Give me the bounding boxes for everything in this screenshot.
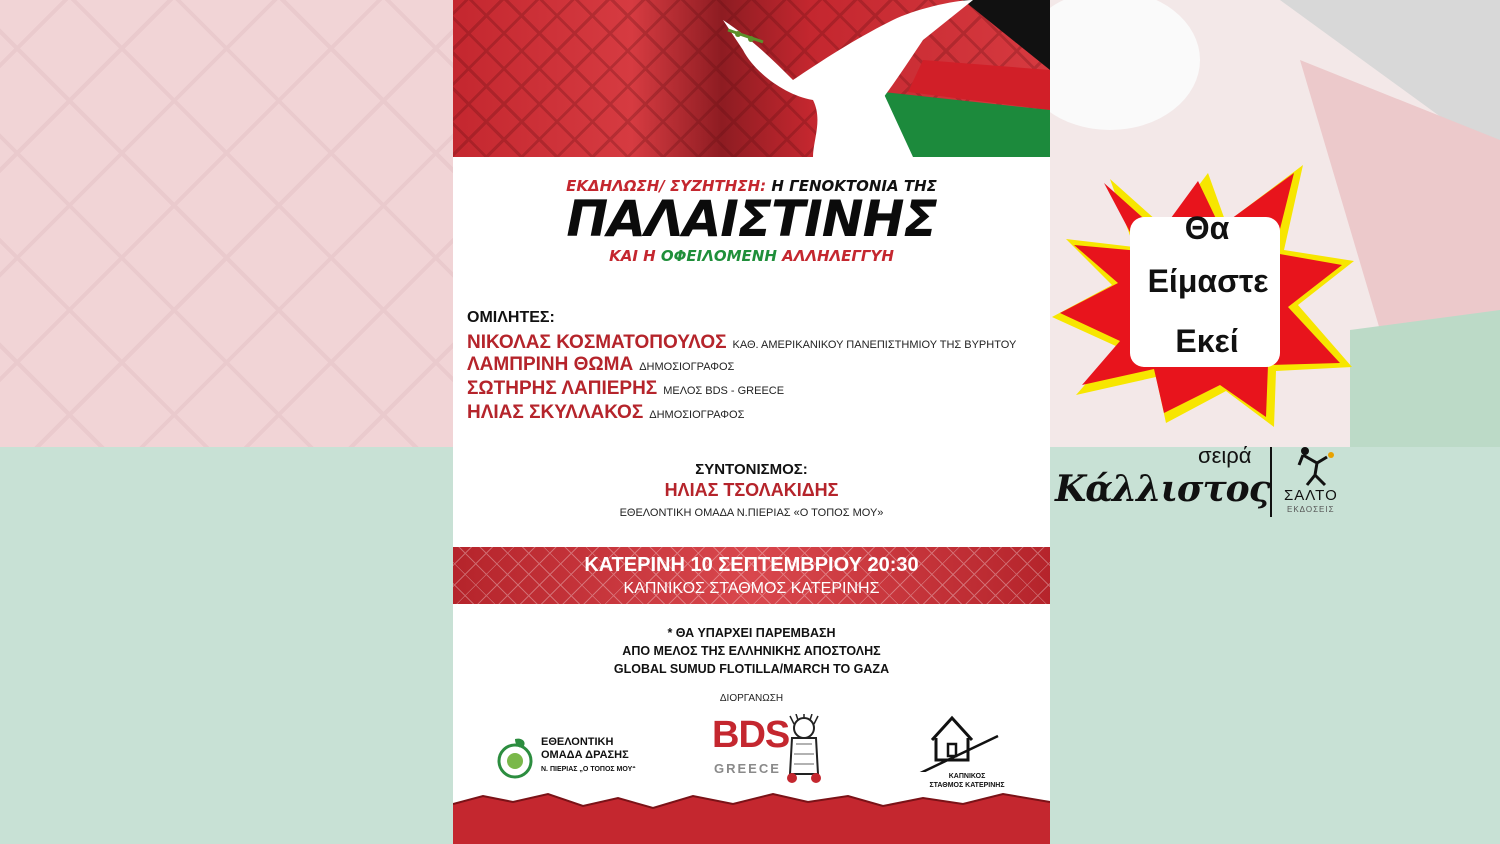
- speaker-name: ΝΙΚΟΛΑΣ ΚΟΣΜΑΤΟΠΟΥΛΟΣ: [467, 332, 727, 353]
- event-poster: [453, 0, 1050, 844]
- subtitle-part-a: ΚΑΙ Η: [609, 247, 661, 265]
- volunteer-group-logo: [497, 725, 647, 785]
- note-line: GLOBAL SUMUD FLOTILLA/MARCH TO GAZA: [613, 662, 890, 676]
- discus-thrower-icon: [1295, 445, 1335, 487]
- subtitle-part-b: ΟΦΕΙΛΟΜΕΝΗ: [660, 247, 777, 265]
- badge-line2: Είμαστε: [1147, 263, 1269, 299]
- we-will-be-there-badge: [1048, 165, 1358, 440]
- event-date: ΚΑΤΕΡΙΝΗ 10 ΣΕΠΤΕΜΒΡΙΟΥ 20:30: [584, 554, 919, 576]
- event-venue: ΚΑΠΝΙΚΟΣ ΣΤΑΘΜΟΣ ΚΑΤΕΡΙΝΗΣ: [623, 580, 880, 597]
- publisher-sub: ΕΚΔΟΣΕΙΣ: [1287, 505, 1335, 514]
- station-line2: ΣΤΑΘΜΟΣ ΚΑΤΕΡΙΝΗΣ: [929, 782, 1005, 789]
- flag-and-dove: [453, 0, 1050, 157]
- speaker-role: ΚΑΘ. ΑΜΕΡΙΚΑΝΙΚΟΥ ΠΑΝΕΠΙΣΤΗΜΙΟΥ ΤΗΣ ΒΥΡΗΤΟΥ: [732, 339, 1017, 351]
- event-type-prefix: ΕΚΔΗΛΩΣΗ/ ΣΥΖΗΤΗΣΗ:: [566, 177, 767, 195]
- speaker-role: ΔΗΜΟΣΙΟΓΡΑΦΟΣ: [649, 409, 745, 421]
- badge-line1: Θα: [1184, 210, 1230, 246]
- brand-divider: [1270, 447, 1272, 517]
- speaker-name: ΗΛΙΑΣ ΣΚΥΛΛΑΚΟΣ: [467, 402, 644, 423]
- bds-greece-word: GREECE: [714, 761, 781, 776]
- publisher-name: ΣΑΛΤΟ: [1284, 487, 1338, 504]
- speakers-heading: ΟΜΙΛΗΤΕΣ:: [467, 309, 555, 326]
- speaker-name: ΣΩΤΗΡΗΣ ΛΑΠΙΕΡΗΣ: [467, 378, 658, 399]
- tobacco-station-name: [922, 772, 1012, 790]
- volunteer-group-sub: Ν. ΠΙΕΡΙΑΣ „Ο ΤΟΠΟΣ ΜΟΥ“: [541, 766, 636, 773]
- speaker-row: [467, 378, 784, 400]
- house-icon: [908, 710, 1008, 772]
- station-line1: ΚΑΠΝΙΚΟΣ: [948, 773, 986, 780]
- subtitle-part-c: ΑΛΛΗΛΕΓΓΥΗ: [776, 247, 894, 265]
- poster-banner: [453, 0, 1050, 157]
- starburst-icon: [1048, 165, 1358, 440]
- organizers-label: ΔΙΟΡΓΑΝΩΣΗ: [719, 693, 784, 704]
- torn-paper-footer: [453, 790, 1050, 844]
- handala-icon: [782, 714, 827, 786]
- badge-line3: Εκεί: [1175, 323, 1239, 359]
- speaker-role: ΔΗΜΟΣΙΟΓΡΑΦΟΣ: [639, 361, 735, 373]
- coordination-heading: ΣΥΝΤΟΝΙΣΜΟΣ:: [695, 461, 808, 478]
- speaker-name: ΛΑΜΠΡΙΝΗ ΘΩΜΑ: [467, 354, 634, 375]
- event-subtitle: [453, 247, 1050, 265]
- coordinator-org: ΕΘΕΛΟΝΤΙΚΗ ΟΜΑΔΑ Ν.ΠΙΕΡΙΑΣ «Ο ΤΟΠΟΣ ΜΟΥ»: [619, 507, 884, 519]
- event-main-title: ΠΑΛΑΙΣΤΙΝΗΣ: [566, 190, 937, 248]
- bds-greece-logo: [712, 712, 827, 792]
- series-name-logo: Κάλλιστος: [1055, 468, 1270, 510]
- volunteer-line1: ΕΘΕΛΟΝΤΙΚΗ: [541, 736, 614, 748]
- speaker-row: [467, 402, 744, 424]
- tobacco-station-logo: [908, 710, 1008, 790]
- background-pattern: [0, 0, 453, 447]
- speaker-row: [467, 354, 734, 376]
- speaker-role: ΜΕΛΟΣ BDS - GREECE: [663, 385, 785, 397]
- globe-tree-icon: [497, 735, 537, 785]
- note-line: ΑΠΟ ΜΕΛΟΣ ΤΗΣ ΕΛΛΗΝΙΚΗΣ ΑΠΟΣΤΟΛΗΣ: [622, 644, 881, 658]
- bds-word: BDS: [712, 714, 790, 756]
- volunteer-group-name: [541, 736, 629, 762]
- volunteer-line2: ΟΜΑΔΑ ΔΡΑΣΗΣ: [541, 749, 629, 761]
- coordinator-name: ΗΛΙΑΣ ΤΣΟΛΑΚΙΔΗΣ: [664, 480, 839, 500]
- event-title-part: Η ΓΕΝΟΚΤΟΝΙΑ ΤΗΣ: [771, 177, 937, 195]
- note-line: * ΘΑ ΥΠΑΡΧΕΙ ΠΑΡΕΜΒΑΣΗ: [667, 626, 836, 640]
- speaker-row: [467, 332, 1016, 354]
- series-word: σειρά: [1198, 443, 1252, 468]
